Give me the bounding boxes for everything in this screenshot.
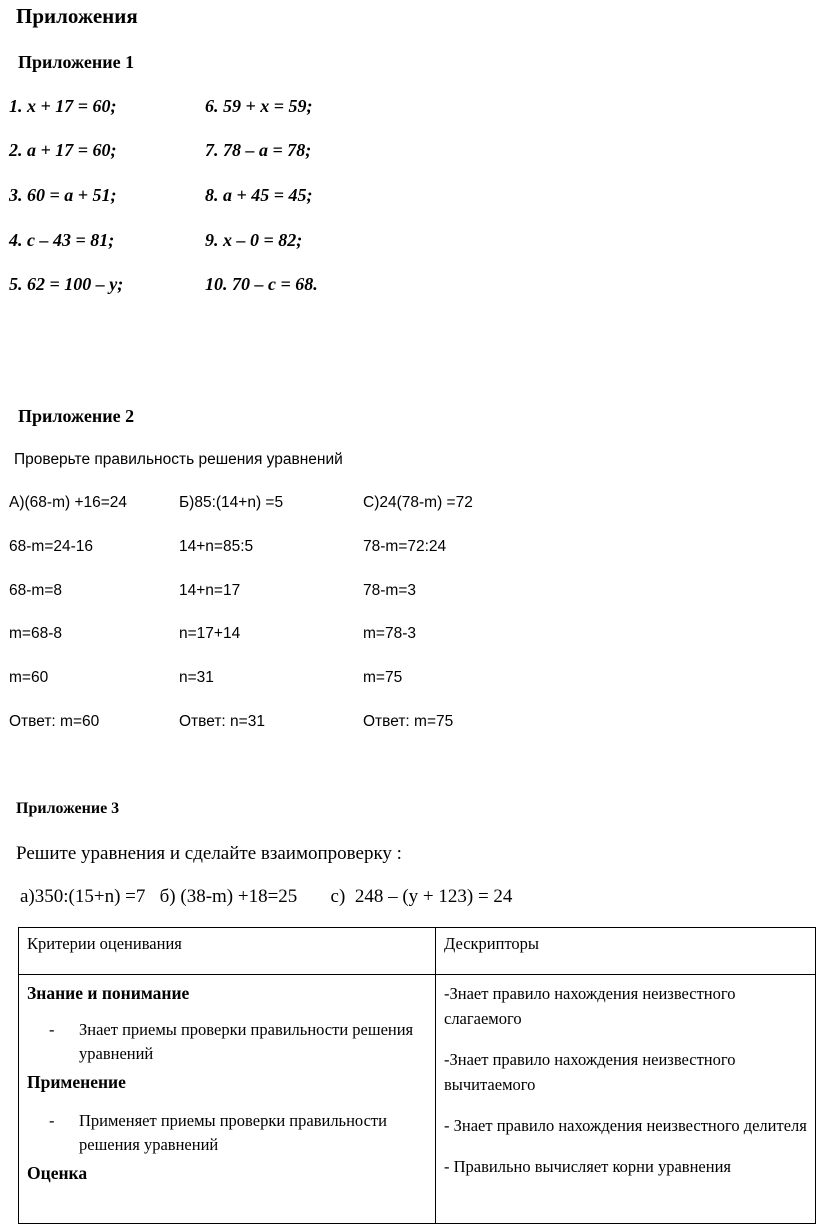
equation-5: 5. 62 = 100 – y;: [9, 274, 124, 294]
solution-c-answer: Ответ: m=75: [363, 713, 454, 730]
page-title: Приложения: [16, 4, 138, 28]
appendix-3-equations: а)350:(15+n) =7 б) (38-m) +18=25 с) 248 – (у + 123) = 24: [20, 886, 513, 907]
section-evaluation: Оценка: [27, 1163, 88, 1183]
table-row: [19, 975, 816, 1224]
equation-3: 3. 60 = a + 51;: [9, 185, 117, 205]
solution-a-answer: Ответ: m=60: [9, 713, 100, 730]
solution-c-line: 78-m=72:24: [363, 538, 447, 555]
appendix-2-instruction: Проверьте правильность решения уравнений: [14, 451, 343, 468]
skill-knowledge: Знает приемы проверки правильности решения уравнений: [79, 1020, 414, 1063]
solution-c-line: m=78-3: [363, 625, 416, 642]
equation-2: 2. a + 17 = 60;: [9, 140, 117, 160]
skill-application: Применяет приемы проверки правильности решения уравнений: [79, 1111, 387, 1154]
section-knowledge: Знание и понимание: [27, 983, 190, 1003]
equation-8: 8. a + 45 = 45;: [205, 185, 313, 205]
skill-item: [27, 1018, 427, 1066]
equation-4: 4. c – 43 = 81;: [9, 230, 115, 250]
criteria-table: [18, 927, 816, 1224]
solution-c-line: 78-m=3: [363, 582, 416, 599]
solution-b-line: 14+n=17: [179, 582, 241, 599]
solution-b-line: Б)85:(14+n) =5: [179, 494, 284, 511]
equation-1: 1. x + 17 = 60;: [9, 96, 117, 116]
list-dash: -: [49, 1020, 55, 1039]
list-dash: -: [49, 1111, 55, 1130]
solution-b-line: 14+n=85:5: [179, 538, 254, 555]
appendix-3-instruction: Решите уравнения и сделайте взаимопроверку :: [16, 843, 402, 864]
skill-item: [27, 1109, 427, 1157]
descriptors-cell: [436, 975, 816, 1224]
equation-7: 7. 78 – a = 78;: [205, 140, 312, 160]
header-criteria: Критерии оценивания: [19, 928, 436, 975]
descriptor-item: -Знает правило нахождения неизвестного слагаемого: [444, 984, 736, 1028]
appendix-1-title: Приложение 1: [18, 52, 135, 72]
solution-a-line: m=60: [9, 669, 49, 686]
solution-c-line: m=75: [363, 669, 403, 686]
solution-a-line: 68-m=8: [9, 582, 62, 599]
solution-b-line: n=17+14: [179, 625, 241, 642]
equation-9: 9. x – 0 = 82;: [205, 230, 303, 250]
solution-b-answer: Ответ: n=31: [179, 713, 265, 730]
table-header-row: [19, 928, 816, 975]
solution-a-line: m=68-8: [9, 625, 62, 642]
solution-a-line: 68-m=24-16: [9, 538, 94, 555]
equation-6: 6. 59 + x = 59;: [205, 96, 313, 116]
appendix-2-title: Приложение 2: [18, 406, 135, 426]
descriptor-item: -Знает правило нахождения неизвестного вычитаемого: [444, 1050, 736, 1094]
solution-a-line: А)(68-m) +16=24: [9, 494, 128, 511]
header-descriptors: Дескрипторы: [436, 928, 816, 975]
descriptor-item: - Правильно вычисляет корни уравнения: [444, 1157, 731, 1176]
appendix-3-title: Приложение 3: [16, 800, 120, 817]
solution-c-line: С)24(78-m) =72: [363, 494, 473, 511]
criteria-cell: [19, 975, 436, 1224]
solution-b-line: n=31: [179, 669, 214, 686]
descriptor-item: - Знает правило нахождения неизвестного делителя: [444, 1116, 807, 1135]
section-application: Применение: [27, 1072, 126, 1092]
equation-10: 10. 70 – c = 68.: [205, 274, 318, 294]
